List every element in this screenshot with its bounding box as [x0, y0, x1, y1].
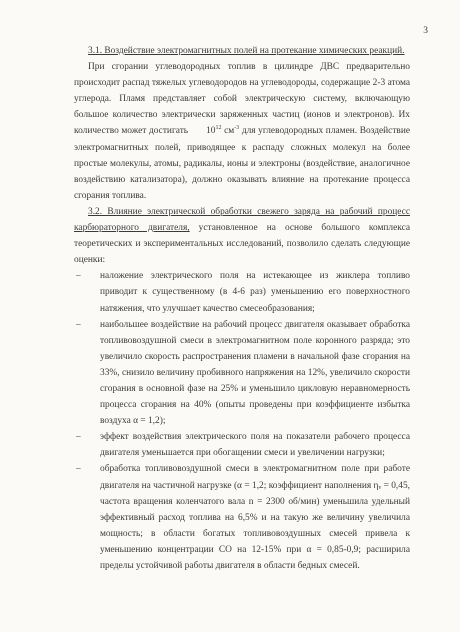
- charge-density-exponent: 12: [215, 125, 222, 132]
- bullet-dash: –: [76, 319, 81, 330]
- bullet-dash: –: [76, 464, 81, 475]
- section-heading: 3.1. Воздействие электромагнитных полей на протекание химических реакций.: [88, 46, 405, 56]
- list-item-text: наложение электрического поля на истекающее из жиклера топливо приводит к существенному (в 4-6 раз) уменьшению его поверхностного натяжения, что улучшает качество смесеобразования;: [100, 271, 410, 314]
- bullet-dash: –: [76, 271, 81, 282]
- paragraph-electric-treatment-heading: 3.2. Влияние электрической обработки свежего заряда на рабочий процесс карбюраторного двигателя,: [74, 206, 410, 234]
- list-item-text: наибольшее воздействие на рабочий процесс двигателя оказывает обработка топливовоздушной смеси в электромагнитном поле коронного разряда; это увеличило скорость распространения пламени в начальной фазе сгорания на 33%, снизило величину пробивного напряжения на 12%, увеличило скорости сгорания в основной фазе на 25% и уменьшило цикловую неравномерность процесса сгорания на 40% (опыты проведены при коэффициенте избытка воздуха α = 1,2);: [100, 319, 410, 427]
- list-item-text: эффект воздействия электрического поля на показатели рабочего процесса двигателя уменьшается при обогащении смеси и увеличении нагрузки;: [100, 432, 410, 459]
- paragraph-combustion-text-after: для углеводородных пламен. Воздействие электромагнитных полей, приводящее к распаду сложных молекул на более простые молекулы, атомы, радикалы, ионы и электроны (воздействие, аналогичное воздействию катализатора), должно оказывать влияние на протекание процесса сгорания топлива.: [74, 126, 411, 201]
- document-body: [74, 43, 410, 574]
- page-number: 3: [423, 26, 428, 36]
- paragraph-combustion: [74, 59, 410, 204]
- charge-density-value: [206, 126, 239, 136]
- paragraph-electric-treatment: [74, 204, 410, 268]
- charge-density-base: 10: [206, 126, 216, 137]
- charge-density-unit-exponent: -3: [234, 125, 240, 132]
- list-item: [74, 268, 410, 316]
- list-item: [74, 461, 410, 574]
- findings-list: [74, 268, 410, 574]
- bullet-dash: –: [76, 432, 81, 443]
- charge-density-unit: см: [224, 126, 235, 137]
- list-item: [74, 317, 410, 430]
- paragraph-electric-treatment-text: установленное на основе большого комплекса теоретических и экспериментальных исследований, позволило сделать следующие оценки:: [74, 223, 411, 266]
- list-item-text: обработка топливовоздушной смеси в электромагнитном поле при работе двигателя на частичной нагрузке (α = 1,2; коэффициент наполнения ηᵥ = 0,45, частота вращения коленчатого вала n = 2300 об/мин) уменьшила удельный эффективный расход топлива на 6,5% и на такую же величину увеличила мощность; в области богатых топливовоздушных смесей привела к уменьшению концентрации СО на 12-15% при α = 0,85-0,9; расширила пределы устойчивой работы двигателя в области бедных смесей.: [100, 464, 410, 571]
- paragraph-combustion-text-before: При сгорании углеводородных топлив в цилиндре ДВС предварительно происходит распад тяжелых углеводородов на углеводороды, содержащие 2-3 атома углерода. Пламя представляет собой электрическую систему, включающую большое количество электрически заряженных частиц (ионов и электронов). Их количество может достигать: [74, 62, 410, 137]
- list-item: [74, 429, 410, 461]
